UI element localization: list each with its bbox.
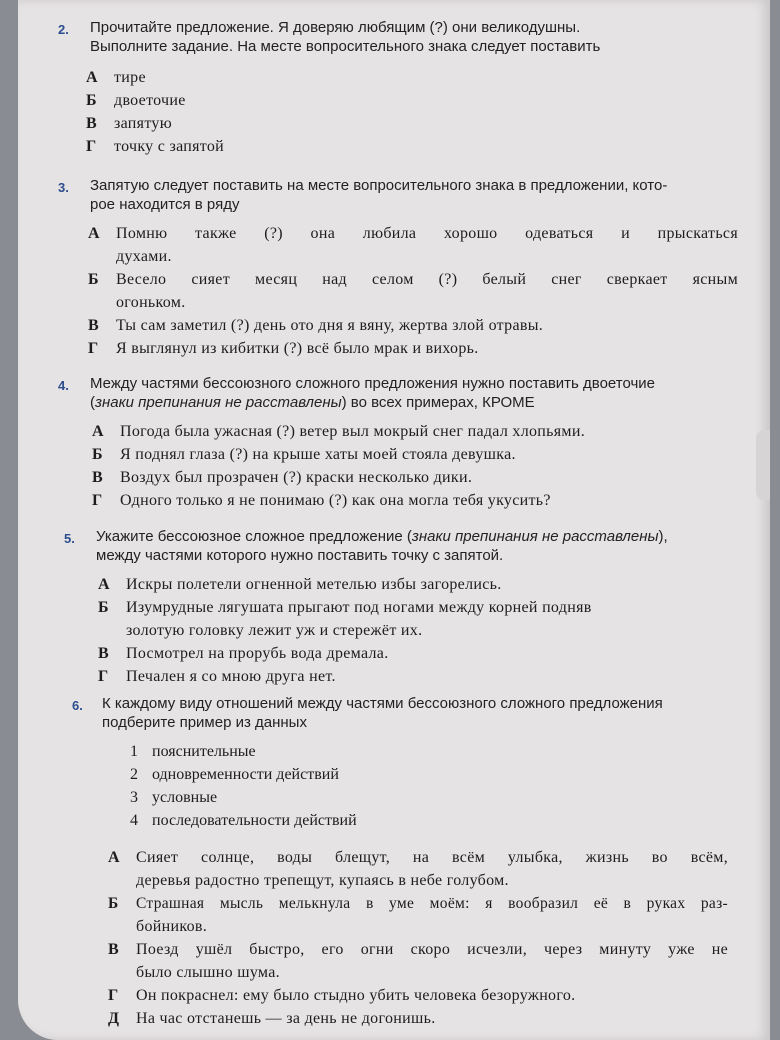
stem-line: Запятую следует поставить на месте вопросительного знака в предложении, кото- [90, 177, 668, 194]
option-letter: А [98, 576, 110, 593]
option-text: двоеточие [114, 92, 186, 109]
item-number: 4 [130, 812, 138, 829]
stem-line: Прочитайте предложение. Я доверяю любящим (?) они великодушны. [90, 19, 581, 36]
answer-option [18, 420, 758, 443]
option-letter: Б [92, 446, 103, 463]
option-letter: Г [86, 138, 97, 155]
option-text: Страшная мысль мелькнула в уме моём: я вообразил её в руках раз- [136, 895, 728, 912]
stem-line: рое находится в ряду [90, 196, 240, 213]
answer-option [18, 222, 738, 245]
question-2 [18, 18, 758, 158]
option-text: Ты сам заметил (?) день ото дня я вяну, жертва злой отравы. [116, 317, 544, 334]
answer-option [18, 135, 758, 158]
option-text: тире [114, 69, 146, 86]
question-3 [18, 176, 758, 360]
option-letter: Г [88, 340, 99, 357]
option-text: Поезд ушёл быстро, его огни скоро исчезли, через минуту уже не [136, 941, 728, 958]
page-edge-tab [756, 430, 770, 500]
stem-text: Укажите бессоюзное сложное предложение ( [96, 528, 412, 545]
stem-line: Между частями бессоюзного сложного предложения нужно поставить двоеточие [90, 375, 656, 392]
option-text: Посмотрел на прорубь вода дремала. [126, 645, 389, 662]
option-continuation: деревья радостно трепещут, купаясь в небе голубом. [136, 872, 509, 889]
option-letter: А [92, 423, 104, 440]
option-text: Погода была ужасная (?) ветер выл мокрый снег падал хлопьями. [120, 423, 586, 440]
question-number: 3. [58, 180, 69, 195]
option-letter: Б [98, 599, 109, 616]
option-letter: Б [88, 271, 99, 288]
numbered-item [130, 740, 758, 763]
answer-option [18, 314, 738, 337]
answer-option [18, 665, 758, 688]
question-stem [18, 527, 758, 565]
question-stem [18, 176, 758, 214]
question-6 [18, 694, 758, 1030]
stem-line: (знаки препинания не расставлены) во всех примерах, КРОМЕ [90, 394, 535, 411]
option-text: Печален я со мною друга нет. [126, 668, 336, 685]
stem-italic: знаки препинания не расставлены [95, 394, 342, 411]
option-continuation: духами. [116, 248, 172, 265]
option-text: Одного только я не понимаю (?) как она могла тебя укусить? [120, 492, 551, 509]
answer-option [18, 596, 758, 619]
textbook-page [18, 0, 770, 1040]
question-stem [18, 18, 758, 56]
option-text: запятую [114, 115, 172, 132]
option-text: Я поднял глаза (?) на крыше хаты моей стояла девушка. [120, 446, 516, 463]
option-letter: А [108, 849, 120, 866]
item-number: 3 [130, 789, 138, 806]
answer-option [18, 66, 758, 89]
option-text: Я выглянул из кибитки (?) всё было мрак и вихорь. [116, 340, 479, 357]
item-text: последовательности действий [152, 812, 357, 829]
option-text: Искры полетели огненной метелью избы загорелись. [126, 576, 502, 593]
stem-text: ), [658, 528, 668, 545]
stem-line: Выполните задание. На месте вопросительного знака следует поставить [90, 38, 601, 55]
question-number: 4. [58, 378, 69, 393]
option-letter: Г [92, 492, 103, 509]
option-letter: Г [108, 987, 119, 1004]
answer-option [18, 337, 738, 360]
answer-option [18, 573, 758, 596]
stem-italic: знаки препинания не расставлены [411, 528, 659, 545]
item-text: одновременности действий [152, 766, 339, 783]
relation-types-list [18, 740, 758, 832]
option-letter: А [88, 225, 100, 242]
stem-text: во всех примерах, КРОМЕ [346, 394, 535, 411]
item-text: пояснительные [152, 743, 256, 760]
numbered-item [130, 786, 758, 809]
question-stem [18, 374, 758, 412]
item-number: 1 [130, 743, 138, 760]
option-text: Весело сияет месяц над селом (?) белый снег сверкает ясным [116, 271, 738, 288]
option-letter: Г [98, 668, 109, 685]
question-stem [18, 694, 758, 732]
option-text: Он покраснел: ему было стыдно убить человека безоружного. [136, 987, 576, 1004]
option-text: На час отстанешь — за день не догонишь. [136, 1010, 436, 1027]
answer-option [18, 1007, 728, 1030]
numbered-item [130, 763, 758, 786]
answer-option [18, 112, 758, 135]
option-continuation: было слышно шума. [136, 964, 280, 981]
option-continuation: бойников. [136, 918, 208, 935]
answer-option [18, 489, 758, 512]
question-4 [18, 374, 758, 512]
option-letter: В [86, 115, 97, 132]
option-letter: В [98, 645, 109, 662]
answer-option [18, 89, 758, 112]
answer-option [18, 466, 758, 489]
stem-line: К каждому виду отношений между частями бессоюзного сложного предложения [102, 695, 663, 712]
option-letter: Б [86, 92, 97, 109]
option-text: Сияет солнце, воды блещут, на всём улыбка, жизнь во всём, [136, 849, 728, 866]
option-continuation: золотую головку лежит уж и стережёт их. [126, 622, 423, 639]
option-continuation: огоньком. [116, 294, 186, 311]
option-letter: В [108, 941, 119, 958]
answer-option [18, 938, 728, 961]
option-text: Изумрудные лягушата прыгают под ногами между корней подняв [126, 599, 592, 616]
option-letter: Б [108, 895, 119, 912]
answer-option [18, 846, 728, 869]
answer-option [18, 984, 728, 1007]
option-text: Воздух был прозрачен (?) краски несколько дики. [120, 469, 473, 486]
option-letter: В [88, 317, 99, 334]
option-letter: А [86, 69, 98, 86]
stem-line: подберите пример из данных [102, 714, 307, 731]
item-number: 2 [130, 766, 138, 783]
option-text: Помню также (?) она любила хорошо одеваться и прыскаться [116, 225, 738, 242]
option-letter: Д [108, 1010, 120, 1027]
question-number: 2. [58, 22, 69, 37]
option-text: точку с запятой [114, 138, 225, 155]
stem-line: между частями которого нужно поставить точку с запятой. [96, 547, 504, 564]
answer-option [18, 642, 758, 665]
answer-option [18, 443, 758, 466]
item-text: условные [152, 789, 218, 806]
question-5 [18, 527, 758, 688]
question-number: 6. [72, 698, 83, 713]
option-letter: В [92, 469, 103, 486]
numbered-item [130, 809, 758, 832]
answer-option [18, 268, 738, 291]
question-number: 5. [64, 531, 75, 546]
stem-line [96, 527, 758, 546]
answer-option [18, 892, 728, 915]
